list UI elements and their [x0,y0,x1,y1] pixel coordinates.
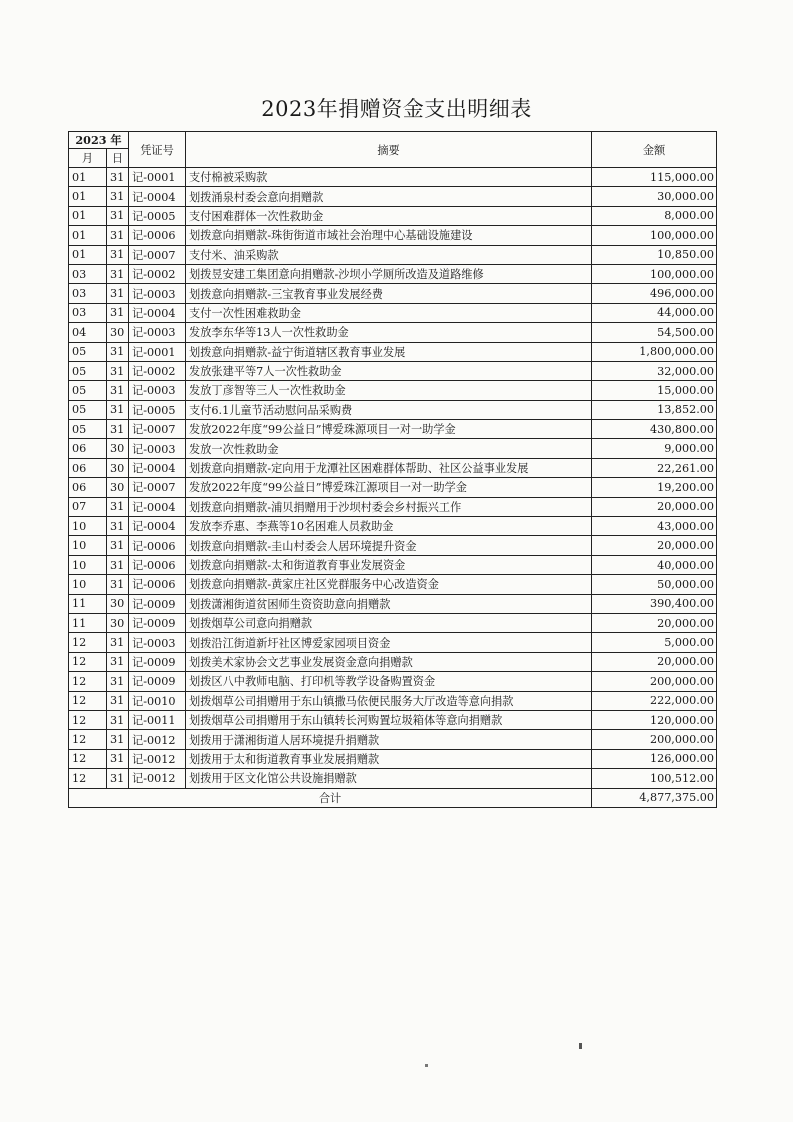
summary-cell: 划拨沿江街道新圩社区博爱家园项目资金 [186,633,592,652]
month-cell: 05 [69,381,107,400]
table-row [69,594,717,613]
voucher-cell: 记-0003 [129,381,186,400]
summary-cell: 划拨意向捐赠款-定向用于龙潭社区困难群体帮助、社区公益事业发展 [186,458,592,477]
voucher-cell: 记-0004 [129,187,186,206]
table-row [69,187,717,206]
day-cell: 30 [107,323,129,342]
voucher-cell: 记-0007 [129,245,186,264]
amount-cell: 115,000.00 [592,168,717,187]
amount-cell: 40,000.00 [592,555,717,574]
summary-cell: 划拨区八中教师电脑、打印机等教学设备购置资金 [186,672,592,691]
table-row [69,517,717,536]
month-cell: 12 [69,710,107,729]
month-cell: 01 [69,226,107,245]
day-cell: 31 [107,187,129,206]
expense-table [68,131,717,808]
summary-cell: 划拨意向捐赠款-圭山村委会人居环境提升资金 [186,536,592,555]
day-cell: 31 [107,420,129,439]
day-cell: 31 [107,342,129,361]
voucher-cell: 记-0003 [129,439,186,458]
voucher-cell: 记-0001 [129,168,186,187]
month-cell: 12 [69,672,107,691]
month-cell: 07 [69,497,107,516]
amount-cell: 126,000.00 [592,749,717,768]
summary-cell: 发放张建平等7人一次性救助金 [186,361,592,380]
table-row [69,749,717,768]
month-cell: 12 [69,730,107,749]
day-cell: 30 [107,439,129,458]
voucher-cell: 记-0006 [129,575,186,594]
month-cell: 10 [69,536,107,555]
day-cell: 30 [107,458,129,477]
table-row [69,361,717,380]
amount-cell: 100,000.00 [592,264,717,283]
amount-cell: 100,000.00 [592,226,717,245]
table-row [69,206,717,225]
summary-cell: 划拨意向捐赠款-黄家庄社区党群服务中心改造资金 [186,575,592,594]
amount-cell: 43,000.00 [592,517,717,536]
day-cell: 31 [107,168,129,187]
month-cell: 11 [69,613,107,632]
table-row [69,575,717,594]
month-header: 月 [69,149,107,168]
day-cell: 31 [107,652,129,671]
amount-cell: 44,000.00 [592,303,717,322]
month-cell: 12 [69,652,107,671]
summary-cell: 划拨意向捐赠款-珠街街道市域社会治理中心基础设施建设 [186,226,592,245]
voucher-cell: 记-0004 [129,497,186,516]
table-row [69,303,717,322]
day-cell: 31 [107,303,129,322]
table-row [69,536,717,555]
amount-cell: 32,000.00 [592,361,717,380]
month-cell: 03 [69,284,107,303]
amount-cell: 200,000.00 [592,672,717,691]
voucher-cell: 记-0001 [129,342,186,361]
day-cell: 31 [107,264,129,283]
table-row [69,420,717,439]
summary-cell: 支付一次性困难救助金 [186,303,592,322]
table-row [69,633,717,652]
day-cell: 31 [107,284,129,303]
day-cell: 31 [107,575,129,594]
month-cell: 05 [69,361,107,380]
amount-cell: 390,400.00 [592,594,717,613]
summary-cell: 划拨意向捐赠款-浦贝捐赠用于沙坝村委会乡村振兴工作 [186,497,592,516]
amount-cell: 5,000.00 [592,633,717,652]
amount-header: 金额 [592,132,717,168]
summary-cell: 发放2022年度“99公益日”博爱珠源项目一对一助学金 [186,420,592,439]
summary-cell: 划拨用于太和街道教育事业发展捐赠款 [186,749,592,768]
month-cell: 01 [69,187,107,206]
total-amount: 4,877,375.00 [592,788,717,807]
summary-cell: 划拨涌泉村委会意向捐赠款 [186,187,592,206]
table-row [69,245,717,264]
day-cell: 31 [107,555,129,574]
summary-cell: 划拨用于潇湘街道人居环境提升捐赠款 [186,730,592,749]
table-body [69,168,717,789]
day-cell: 31 [107,400,129,419]
summary-cell: 支付米、油采购款 [186,245,592,264]
amount-cell: 54,500.00 [592,323,717,342]
voucher-cell: 记-0003 [129,633,186,652]
voucher-cell: 记-0009 [129,613,186,632]
voucher-cell: 记-0002 [129,361,186,380]
total-row [69,788,717,807]
summary-cell: 划拨意向捐赠款-太和街道教育事业发展资金 [186,555,592,574]
day-cell: 31 [107,497,129,516]
month-cell: 10 [69,517,107,536]
amount-cell: 20,000.00 [592,536,717,555]
table-row [69,769,717,788]
amount-cell: 30,000.00 [592,187,717,206]
amount-cell: 22,261.00 [592,458,717,477]
table-row [69,478,717,497]
voucher-cell: 记-0006 [129,226,186,245]
voucher-cell: 记-0003 [129,284,186,303]
summary-cell: 划拨用于区文化馆公共设施捐赠款 [186,769,592,788]
day-cell: 31 [107,536,129,555]
voucher-cell: 记-0006 [129,536,186,555]
day-cell: 31 [107,381,129,400]
month-cell: 01 [69,245,107,264]
summary-cell: 划拨潇湘街道贫困师生资资助意向捐赠款 [186,594,592,613]
voucher-cell: 记-0007 [129,420,186,439]
day-cell: 31 [107,633,129,652]
table-row [69,400,717,419]
scan-mark [579,1043,582,1049]
month-cell: 03 [69,264,107,283]
scan-mark [425,1064,428,1067]
page-title: 2023年捐赠资金支出明细表 [261,97,532,121]
table-row [69,439,717,458]
day-cell: 31 [107,749,129,768]
voucher-cell: 记-0004 [129,458,186,477]
summary-cell: 发放李乔惠、李燕等10名困难人员救助金 [186,517,592,536]
table-row [69,497,717,516]
amount-cell: 50,000.00 [592,575,717,594]
amount-cell: 100,512.00 [592,769,717,788]
summary-header: 摘要 [186,132,592,168]
table-row [69,284,717,303]
amount-cell: 13,852.00 [592,400,717,419]
summary-cell: 划拨烟草公司捐赠用于东山镇撒马依便民服务大厅改造等意向捐款 [186,691,592,710]
voucher-cell: 记-0007 [129,478,186,497]
table-row [69,264,717,283]
voucher-cell: 记-0006 [129,555,186,574]
table-row [69,672,717,691]
table-row [69,381,717,400]
amount-cell: 20,000.00 [592,497,717,516]
day-cell: 31 [107,672,129,691]
table-row [69,168,717,187]
month-cell: 10 [69,575,107,594]
table-row [69,458,717,477]
month-cell: 01 [69,168,107,187]
day-cell: 31 [107,226,129,245]
month-cell: 05 [69,400,107,419]
summary-cell: 发放李东华等13人一次性救助金 [186,323,592,342]
day-cell: 31 [107,517,129,536]
voucher-cell: 记-0012 [129,769,186,788]
voucher-cell: 记-0004 [129,303,186,322]
table-row [69,342,717,361]
table-row [69,323,717,342]
table-row [69,555,717,574]
day-cell: 31 [107,361,129,380]
month-cell: 05 [69,420,107,439]
month-cell: 11 [69,594,107,613]
voucher-cell: 记-0002 [129,264,186,283]
day-header: 日 [107,149,129,168]
summary-cell: 划拨昱安建工集团意向捐赠款-沙坝小学厕所改造及道路维修 [186,264,592,283]
voucher-cell: 记-0012 [129,730,186,749]
month-cell: 06 [69,439,107,458]
amount-cell: 15,000.00 [592,381,717,400]
amount-cell: 10,850.00 [592,245,717,264]
voucher-cell: 记-0011 [129,710,186,729]
month-cell: 12 [69,633,107,652]
day-cell: 31 [107,691,129,710]
table-header [69,132,717,168]
month-cell: 05 [69,342,107,361]
summary-cell: 发放2022年度“99公益日”博爱珠江源项目一对一助学金 [186,478,592,497]
amount-cell: 20,000.00 [592,613,717,632]
day-cell: 30 [107,478,129,497]
summary-cell: 划拨意向捐赠款-益宁街道辖区教育事业发展 [186,342,592,361]
table-row [69,226,717,245]
summary-cell: 发放一次性救助金 [186,439,592,458]
month-cell: 01 [69,206,107,225]
month-cell: 06 [69,478,107,497]
voucher-cell: 记-0009 [129,594,186,613]
day-cell: 31 [107,206,129,225]
month-cell: 12 [69,769,107,788]
table-row [69,730,717,749]
voucher-cell: 记-0005 [129,400,186,419]
table-row [69,613,717,632]
summary-cell: 支付棉被采购款 [186,168,592,187]
summary-cell: 划拨烟草公司捐赠用于东山镇转长河购置垃圾箱体等意向捐赠款 [186,710,592,729]
amount-cell: 20,000.00 [592,652,717,671]
amount-cell: 496,000.00 [592,284,717,303]
year-header: 2023 年 [69,132,129,149]
table-row [69,691,717,710]
day-cell: 31 [107,710,129,729]
summary-cell: 发放丁彦智等三人一次性救助金 [186,381,592,400]
month-cell: 10 [69,555,107,574]
day-cell: 30 [107,594,129,613]
month-cell: 06 [69,458,107,477]
amount-cell: 222,000.00 [592,691,717,710]
voucher-cell: 记-0003 [129,323,186,342]
amount-cell: 120,000.00 [592,710,717,729]
amount-cell: 8,000.00 [592,206,717,225]
total-label: 合计 [69,788,592,807]
month-cell: 12 [69,749,107,768]
amount-cell: 19,200.00 [592,478,717,497]
amount-cell: 9,000.00 [592,439,717,458]
summary-cell: 划拨烟草公司意向捐赠款 [186,613,592,632]
voucher-cell: 记-0010 [129,691,186,710]
voucher-cell: 记-0009 [129,672,186,691]
day-cell: 31 [107,769,129,788]
voucher-cell: 记-0012 [129,749,186,768]
summary-cell: 支付困难群体一次性救助金 [186,206,592,225]
table-row [69,652,717,671]
month-cell: 04 [69,323,107,342]
table-row [69,710,717,729]
amount-cell: 430,800.00 [592,420,717,439]
summary-cell: 支付6.1儿童节活动慰问品采购费 [186,400,592,419]
summary-cell: 划拨意向捐赠款-三宝教育事业发展经费 [186,284,592,303]
amount-cell: 200,000.00 [592,730,717,749]
day-cell: 31 [107,245,129,264]
day-cell: 30 [107,613,129,632]
summary-cell: 划拨美术家协会文艺事业发展资金意向捐赠款 [186,652,592,671]
day-cell: 31 [107,730,129,749]
voucher-cell: 记-0005 [129,206,186,225]
month-cell: 12 [69,691,107,710]
voucher-cell: 记-0009 [129,652,186,671]
month-cell: 03 [69,303,107,322]
amount-cell: 1,800,000.00 [592,342,717,361]
voucher-cell: 记-0004 [129,517,186,536]
voucher-header: 凭证号 [129,132,186,168]
